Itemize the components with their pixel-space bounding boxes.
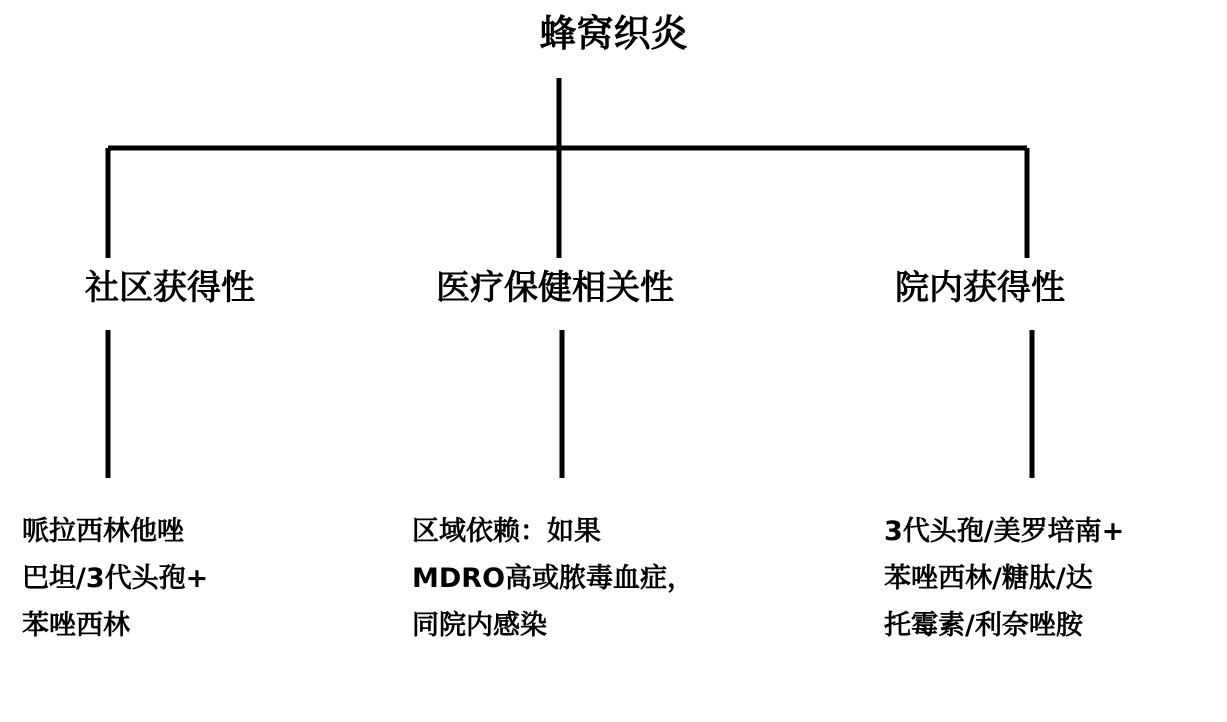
treatment-block-community-acquired xyxy=(22,508,208,649)
treatment-line: 托霉素/利奈唑胺 xyxy=(884,610,1083,641)
treatment-line: 苯唑西林/糖肽/达 xyxy=(884,563,1093,594)
treatment-line: 苯唑西林 xyxy=(22,610,130,641)
root-node-label: 蜂窝织炎 xyxy=(539,12,688,55)
treatment-block-hospital-acquired xyxy=(884,508,1124,649)
treatment-line: 区域依赖：如果 xyxy=(412,516,601,547)
treatment-line: 3代头孢/美罗培南+ xyxy=(884,516,1125,547)
branch-label-healthcare-associated: 医疗保健相关性 xyxy=(436,268,674,308)
treatment-line: 同院内感染 xyxy=(412,610,547,641)
branch-label-hospital-acquired: 院内获得性 xyxy=(895,268,1065,308)
treatment-block-healthcare-associated xyxy=(412,508,694,649)
treatment-line: MDRO高或脓毒血症， xyxy=(412,563,695,594)
treatment-line: 哌拉西林他唑 xyxy=(22,516,184,547)
branch-label-community-acquired: 社区获得性 xyxy=(85,268,255,308)
treatment-line: 巴坦/3代头孢+ xyxy=(22,563,209,594)
